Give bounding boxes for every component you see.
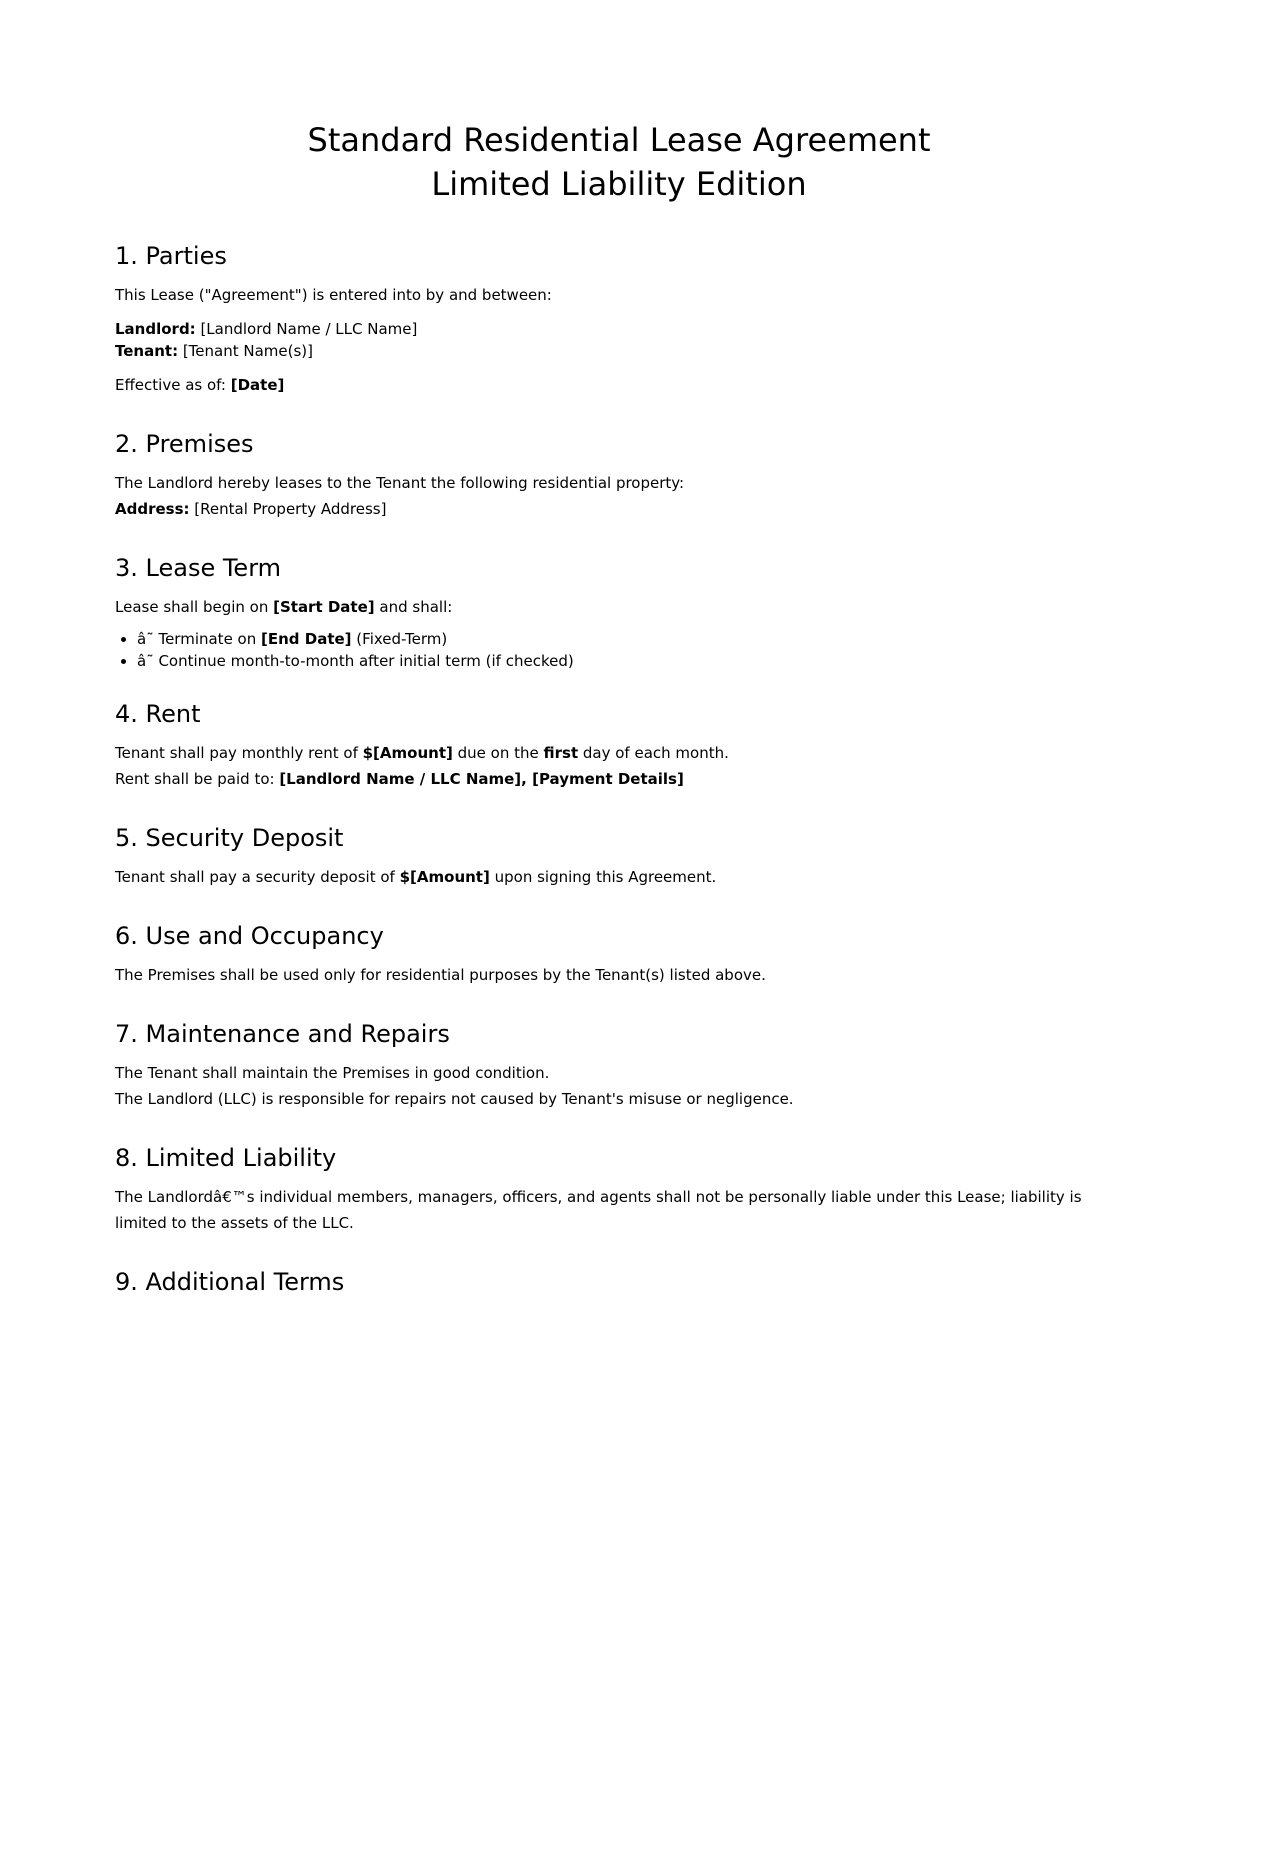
tenant-value: [Tenant Name(s)] — [178, 342, 314, 360]
title-line-1: Standard Residential Lease Agreement — [307, 121, 931, 159]
tenant-line — [115, 338, 1123, 364]
rent-line-2 — [115, 766, 1123, 792]
effective-line — [115, 372, 1123, 398]
section-heading: 2. Premises — [115, 430, 254, 458]
rent-text: Tenant shall pay monthly rent of — [115, 744, 363, 762]
rent-line-1 — [115, 740, 1123, 766]
effective-value: [Date] — [230, 376, 285, 394]
maintenance-line-2: The Landlord (LLC) is responsible for repairs not caused by Tenant's misuse or negligence. — [115, 1090, 794, 1108]
section-heading: 7. Maintenance and Repairs — [115, 1020, 450, 1048]
end-date: [End Date] — [261, 630, 352, 648]
section-use-occupancy — [115, 920, 1123, 988]
rent-amount: $[Amount] — [362, 744, 453, 762]
lease-begin-tail: and shall: — [374, 598, 453, 616]
section-heading: 3. Lease Term — [115, 554, 282, 582]
maintenance-line-1: The Tenant shall maintain the Premises in good condition. — [115, 1064, 550, 1082]
section-heading: 4. Rent — [115, 700, 201, 728]
liability-text: The Landlordâ€™s individual members, managers, officers, and agents shall not be personally liable under this Lease; liability is limited to the assets of the LLC. — [115, 1188, 1082, 1232]
section-heading: 8. Limited Liability — [115, 1144, 337, 1172]
list-item — [137, 628, 1123, 650]
section-heading: 6. Use and Occupancy — [115, 922, 384, 950]
tenant-label: Tenant: — [115, 342, 179, 360]
landlord-value: [Landlord Name / LLC Name] — [195, 320, 418, 338]
option-fixed-term-text: â˜ Terminate on — [137, 630, 262, 648]
deposit-text: Tenant shall pay a security deposit of — [115, 868, 400, 886]
option-month-to-month: â˜ Continue month-to-month after initial term (if checked) — [137, 652, 574, 670]
deposit-line — [115, 864, 1123, 890]
address-line — [115, 496, 1123, 522]
section-limited-liability — [115, 1142, 1123, 1236]
deposit-text-tail: upon signing this Agreement. — [489, 868, 717, 886]
section-heading: 1. Parties — [115, 242, 227, 270]
option-fixed-term-tail: (Fixed-Term) — [351, 630, 448, 648]
section-premises — [115, 428, 1123, 522]
section-rent — [115, 698, 1123, 792]
landlord-label: Landlord: — [115, 320, 196, 338]
section-parties — [115, 240, 1123, 398]
section-additional-terms — [115, 1266, 1123, 1298]
rent-text-tail: day of each month. — [578, 744, 729, 762]
document-title — [115, 118, 1123, 206]
occupancy-text: The Premises shall be used only for residential purposes by the Tenant(s) listed above. — [115, 966, 766, 984]
section-heading: 9. Additional Terms — [115, 1268, 345, 1296]
section-security-deposit — [115, 822, 1123, 890]
section-maintenance — [115, 1018, 1123, 1112]
lease-begin-line — [115, 594, 1123, 620]
deposit-amount: $[Amount] — [399, 868, 490, 886]
list-item — [137, 650, 1123, 672]
title-line-2: Limited Liability Edition — [431, 165, 807, 203]
rent-payee: [Landlord Name / LLC Name], [Payment Details] — [279, 770, 684, 788]
lease-begin-text: Lease shall begin on — [115, 598, 274, 616]
rent-payee-label: Rent shall be paid to: — [115, 770, 280, 788]
rent-text-mid: due on the — [452, 744, 544, 762]
effective-label: Effective as of: — [115, 376, 231, 394]
parties-intro: This Lease ("Agreement") is entered into by and between: — [115, 286, 552, 304]
lease-term-options — [115, 628, 1123, 672]
premises-intro: The Landlord hereby leases to the Tenant the following residential property: — [115, 474, 685, 492]
section-lease-term — [115, 552, 1123, 672]
start-date: [Start Date] — [273, 598, 375, 616]
address-label: Address: — [115, 500, 190, 518]
section-heading: 5. Security Deposit — [115, 824, 344, 852]
rent-due-day: first — [543, 744, 579, 762]
address-value: [Rental Property Address] — [189, 500, 387, 518]
